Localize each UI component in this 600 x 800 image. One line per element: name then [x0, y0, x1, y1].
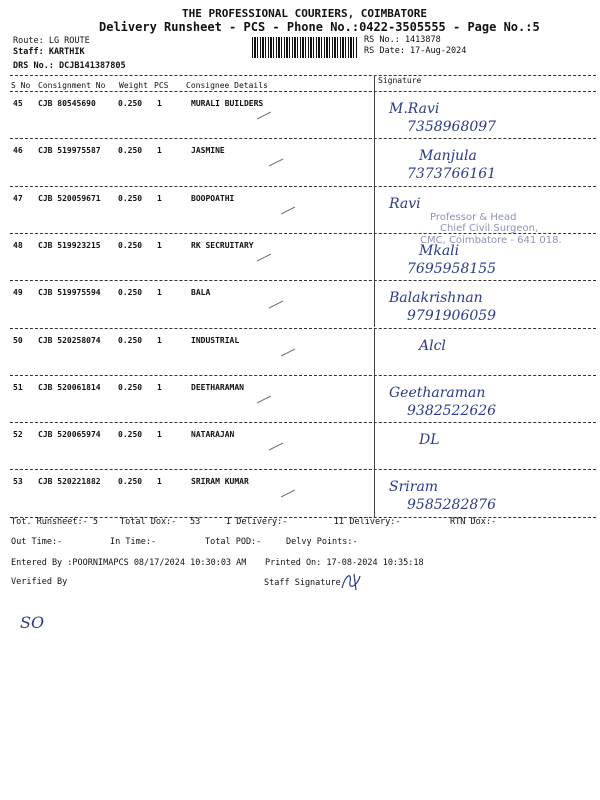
row-sno: 47	[13, 193, 23, 203]
row-pcs: 1	[157, 193, 162, 203]
handwritten-signature	[385, 142, 585, 186]
tick-mark	[255, 251, 275, 265]
divider	[10, 328, 596, 329]
row-consignment: CJB 520221882	[38, 477, 101, 487]
row-pcs: 1	[157, 288, 162, 298]
row-consignee: MURALI BUILDERS	[191, 99, 264, 108]
svg-text:7695958155: 7695958155	[407, 260, 497, 277]
route-label: Route: LG ROUTE	[13, 36, 90, 46]
hospital-stamp	[400, 190, 580, 250]
divider	[10, 375, 596, 376]
signature-column-divider	[374, 186, 375, 233]
svg-text:Geetharaman: Geetharaman	[389, 384, 486, 401]
row-weight: 0.250	[118, 193, 143, 203]
svg-text:9585282876: 9585282876	[407, 497, 497, 514]
svg-text:Ravi: Ravi	[389, 195, 421, 212]
staff-label: Staff: KARTHIK	[13, 47, 85, 57]
tick-mark	[267, 440, 287, 454]
divider	[10, 469, 596, 470]
signature-column-divider	[374, 138, 375, 185]
total-dox-label: Total Dox:-	[120, 517, 177, 527]
svg-text:CMC, Coimbatore - 641 018.: CMC, Coimbatore - 641 018.	[420, 235, 562, 246]
svg-text:Manjula: Manjula	[419, 148, 477, 165]
tick-mark	[267, 298, 287, 312]
svg-text:9791906059: 9791906059	[407, 308, 497, 325]
col-weight: Weight	[119, 81, 148, 90]
signature-column-divider	[374, 75, 375, 91]
row-pcs: 1	[157, 146, 162, 156]
tick-mark	[255, 393, 275, 407]
row-consignee: INDUSTRIAL	[191, 335, 240, 345]
row-consignment: CJB 520061814	[38, 382, 101, 392]
row-weight: 0.250	[118, 240, 143, 250]
handwritten-signature	[385, 426, 585, 470]
row-sno: 51	[13, 382, 23, 392]
signature-column-divider	[374, 469, 375, 516]
tick-mark	[279, 204, 299, 218]
tick-mark	[267, 156, 287, 170]
row-sno: 48	[13, 240, 23, 250]
row-weight: 0.250	[118, 430, 143, 440]
row-consignee: BOOPOATHI	[191, 193, 235, 203]
svg-text:Alcl: Alcl	[419, 337, 446, 354]
company-title: THE PROFESSIONAL COURIERS, COIMBATORE	[182, 7, 428, 20]
row-weight: 0.250	[118, 288, 143, 298]
row-sno: 46	[13, 146, 23, 156]
svg-text:Balakrishnan: Balakrishnan	[389, 290, 483, 307]
signature-column-divider	[374, 422, 375, 469]
row-pcs: 1	[157, 477, 162, 487]
col-consignment: Consignment No	[38, 81, 106, 90]
signature-column-divider	[374, 233, 375, 280]
barcode	[252, 37, 357, 58]
total-dox-value: 53	[190, 517, 201, 527]
row-pcs: 1	[157, 240, 162, 250]
signature-column-divider	[374, 91, 375, 138]
handwritten-signature	[385, 473, 585, 517]
row-consignee: JASMINE	[191, 146, 225, 156]
handwritten-signature	[385, 284, 585, 328]
row-consignment: CJB 80545690	[38, 99, 96, 108]
printed-on: Printed On: 17-08-2024 10:35:18	[265, 558, 424, 568]
signature-column-divider	[374, 280, 375, 327]
row-sno: 53	[13, 477, 23, 487]
row-weight: 0.250	[118, 335, 143, 345]
svg-text:7358968097: 7358968097	[407, 119, 497, 135]
handwritten-signature	[385, 332, 585, 376]
signature-column-divider	[374, 375, 375, 422]
handwritten-signature	[385, 95, 585, 139]
col-pcs: PCS	[154, 81, 169, 90]
divider	[10, 138, 596, 139]
row-consignee: NATARAJAN	[191, 430, 235, 440]
row-consignment: CJB 520065974	[38, 430, 101, 440]
col-signature: Signature	[378, 76, 422, 85]
divider	[10, 280, 596, 281]
row-sno: 50	[13, 335, 23, 345]
runsheet-subtitle: Delivery Runsheet - PCS - Phone No.:0422-3505555 - Page No.:5	[99, 20, 540, 34]
total-pod: Total POD:-	[205, 537, 262, 547]
row-consignment: CJB 519975587	[38, 146, 101, 156]
divider	[10, 91, 596, 92]
row-sno: 49	[13, 288, 23, 298]
divider	[10, 75, 596, 76]
svg-text:M.Ravi: M.Ravi	[389, 101, 440, 117]
row-consignee: DEETHARAMAN	[191, 382, 244, 392]
row-weight: 0.250	[118, 99, 143, 108]
svg-text:9382522626: 9382522626	[407, 402, 497, 419]
row-consignment: CJB 519923215	[38, 240, 101, 250]
tick-mark	[255, 109, 275, 123]
row-consignee: SRIRAM KUMAR	[191, 477, 249, 487]
row-weight: 0.250	[118, 382, 143, 392]
svg-text:SO: SO	[20, 613, 45, 632]
row-consignment: CJB 519975594	[38, 288, 101, 298]
rs-date: RS Date: 17-Aug-2024	[364, 46, 467, 56]
row-pcs: 1	[157, 430, 162, 440]
row-pcs: 1	[157, 99, 162, 108]
row-consignee: RK SECRUITARY	[191, 240, 254, 250]
staff-signature-mark	[338, 568, 368, 598]
row-weight: 0.250	[118, 146, 143, 156]
col-consignee: Consignee Details	[186, 81, 268, 90]
svg-text:7373766161: 7373766161	[407, 166, 497, 183]
col-sno: S No	[11, 81, 31, 90]
svg-text:Mkali: Mkali	[419, 242, 460, 259]
row-pcs: 1	[157, 335, 162, 345]
svg-text:Chief Civil Surgeon,: Chief Civil Surgeon,	[440, 223, 539, 234]
entered-by: Entered By :POORNIMAPCS 08/17/2024 10:30:03 AM	[11, 558, 247, 568]
tick-mark	[279, 346, 299, 360]
signature-column-divider	[374, 328, 375, 375]
row-weight: 0.250	[118, 477, 143, 487]
out-time: Out Time:-	[11, 537, 63, 547]
divider	[10, 186, 596, 187]
row-sno: 45	[13, 99, 23, 108]
divider	[10, 422, 596, 423]
ii-delivery: II Delivery:-	[334, 517, 401, 527]
tick-mark	[279, 487, 299, 501]
row-consignee: BALA	[191, 288, 211, 298]
svg-text:Sriram: Sriram	[389, 479, 439, 496]
drs-number: DRS No.: DCJB141387805	[13, 61, 126, 71]
verified-by: Verified By	[11, 577, 68, 587]
row-consignment: CJB 520258074	[38, 335, 101, 345]
handwritten-signature	[385, 379, 585, 423]
rtn-dox: RTN Dox:-	[450, 517, 497, 527]
verifier-initials	[20, 608, 70, 638]
svg-text:DL: DL	[419, 432, 440, 449]
row-sno: 52	[13, 430, 23, 440]
svg-text:Professor & Head: Professor & Head	[430, 212, 517, 223]
row-consignment: CJB 520059671	[38, 193, 101, 203]
delvy-points: Delvy Points:-	[286, 537, 358, 547]
row-pcs: 1	[157, 382, 162, 392]
staff-signature-label: Staff Signature	[264, 578, 341, 588]
rs-number: RS No.: 1413878	[364, 35, 441, 45]
i-delivery: I Delivery:-	[226, 517, 288, 527]
total-runsheet: Tot. Runsheet:- 5	[11, 517, 98, 527]
in-time: In Time:-	[110, 537, 157, 547]
